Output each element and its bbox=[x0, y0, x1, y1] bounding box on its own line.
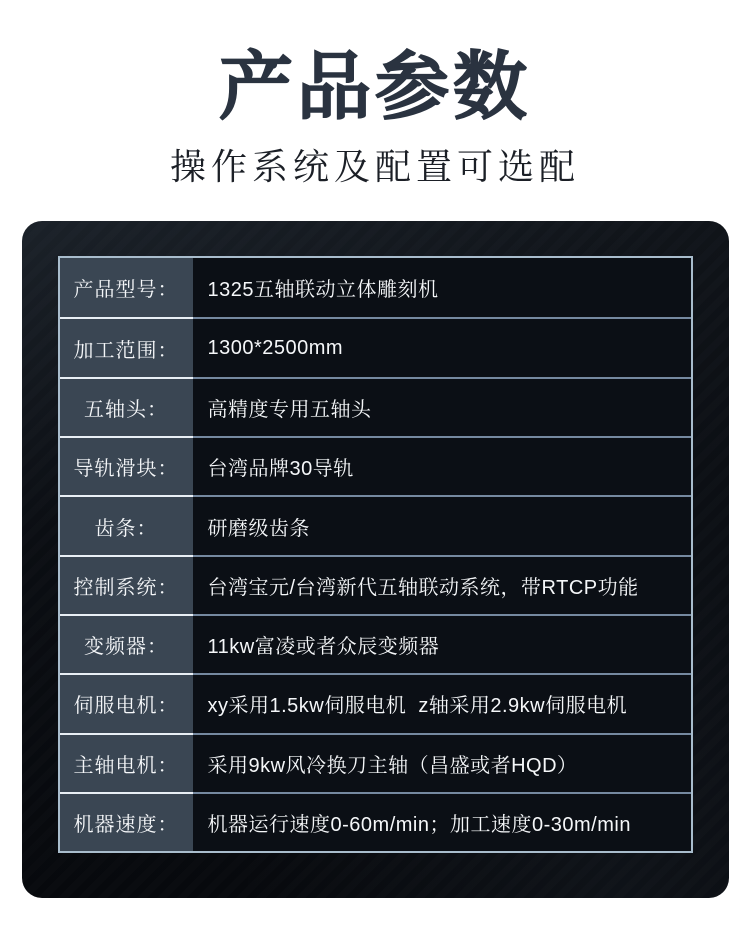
spec-row bbox=[60, 436, 691, 495]
page-title: 产品参数 bbox=[219, 45, 531, 128]
spec-row-label: 伺服电机： bbox=[60, 673, 193, 732]
spec-row bbox=[60, 377, 691, 436]
spec-row bbox=[60, 258, 691, 317]
spec-row-value: 1325五轴联动立体雕刻机 bbox=[193, 258, 691, 317]
spec-row-value: 1300*2500mm bbox=[193, 317, 691, 376]
spec-row bbox=[60, 733, 691, 792]
spec-row-value: 机器运行速度0-60m/min；加工速度0-30m/min bbox=[193, 792, 691, 851]
spec-row-label: 导轨滑块： bbox=[60, 436, 193, 495]
spec-row-label: 主轴电机： bbox=[60, 733, 193, 792]
spec-row-value: 研磨级齿条 bbox=[193, 495, 691, 554]
spec-row-value: 采用9kw风冷换刀主轴（昌盛或者HQD） bbox=[193, 733, 691, 792]
page-subtitle: 操作系统及配置可选配 bbox=[169, 145, 580, 187]
spec-row bbox=[60, 555, 691, 614]
spec-row-value: 高精度专用五轴头 bbox=[193, 377, 691, 436]
header bbox=[0, 44, 750, 186]
spec-row-label: 齿条： bbox=[60, 495, 193, 554]
spec-row-label: 加工范围： bbox=[60, 317, 193, 376]
spec-row bbox=[60, 495, 691, 554]
spec-table bbox=[58, 256, 693, 853]
spec-row-label: 机器速度： bbox=[60, 792, 193, 851]
spec-row bbox=[60, 673, 691, 732]
spec-row-value: xy采用1.5kw伺服电机 z轴采用2.9kw伺服电机 bbox=[193, 673, 691, 732]
spec-row-label: 五轴头： bbox=[60, 377, 193, 436]
spec-panel bbox=[22, 221, 729, 898]
spec-row-value: 11kw富凌或者众辰变频器 bbox=[193, 614, 691, 673]
spec-row bbox=[60, 317, 691, 376]
spec-row-label: 控制系统： bbox=[60, 555, 193, 614]
spec-row bbox=[60, 792, 691, 851]
spec-row-value: 台湾品牌30导轨 bbox=[193, 436, 691, 495]
spec-row-value: 台湾宝元/台湾新代五轴联动系统，带RTCP功能 bbox=[193, 555, 691, 614]
spec-row-label: 产品型号： bbox=[60, 258, 193, 317]
spec-row bbox=[60, 614, 691, 673]
spec-row-label: 变频器： bbox=[60, 614, 193, 673]
